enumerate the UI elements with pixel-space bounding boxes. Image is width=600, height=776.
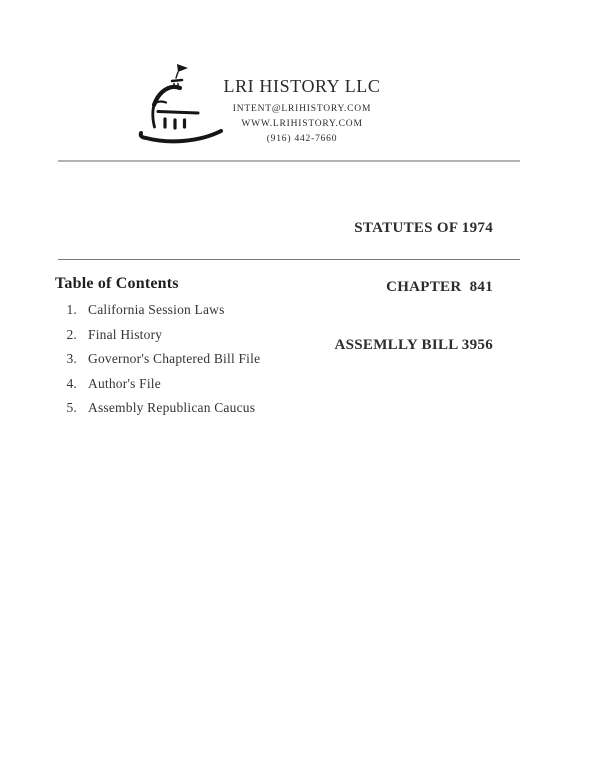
letterhead xyxy=(4,76,600,146)
contact-website: WWW.LRIHISTORY.COM xyxy=(241,118,363,129)
assembly-bill-line: ASSEMLLY BILL 3956 xyxy=(334,337,493,353)
toc-title: Table of Contents xyxy=(55,275,179,292)
toc-item-label: Governor's Chaptered Bill File xyxy=(88,351,261,366)
toc-item-number: 5. xyxy=(66,400,77,415)
section-divider xyxy=(58,259,520,260)
toc-item xyxy=(0,400,600,425)
header-divider xyxy=(58,160,520,162)
statutes-line: STATUTES OF 1974 xyxy=(354,220,493,236)
company-name: LRI HISTORY LLC xyxy=(223,76,381,96)
toc-item-label: Assembly Republican Caucus xyxy=(88,400,256,415)
contact-phone: (916) 442-7660 xyxy=(266,133,338,144)
toc-item-label: Final History xyxy=(88,326,163,342)
toc-item-label: California Session Laws xyxy=(88,302,225,317)
contact-block xyxy=(4,102,600,146)
contact-email: INTENT@LRIHISTORY.COM xyxy=(232,104,372,114)
chapter-line: CHAPTER 841 xyxy=(386,278,493,295)
toc-item-number: 3. xyxy=(66,351,77,366)
toc-item-number: 1. xyxy=(66,302,77,317)
toc-item xyxy=(0,376,600,401)
toc-item-number: 4. xyxy=(66,375,77,391)
toc-item xyxy=(0,351,600,376)
toc-list xyxy=(0,302,600,425)
flag-icon xyxy=(177,64,188,72)
toc-item-number: 2. xyxy=(66,326,77,342)
toc-item xyxy=(0,327,600,352)
toc-item xyxy=(0,302,600,327)
toc-item-label: Author's File xyxy=(88,375,161,391)
